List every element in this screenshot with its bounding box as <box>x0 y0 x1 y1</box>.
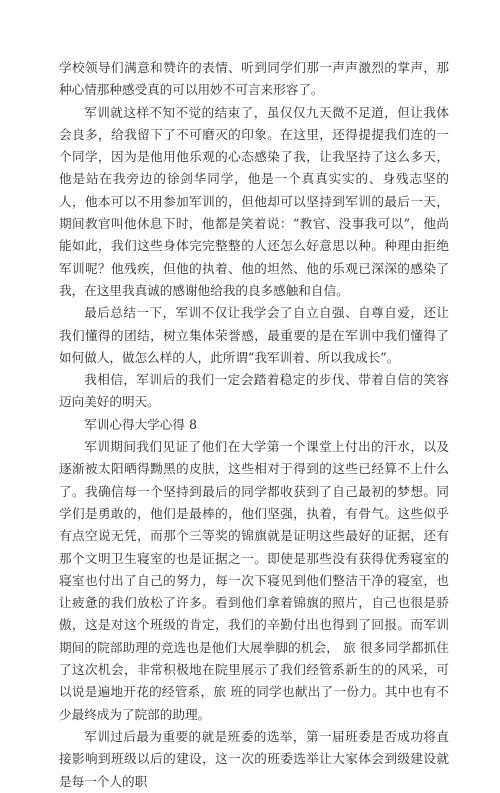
paragraph: 最后总结一下，军训不仅让我学会了自立自强、自尊自爱，还让我们懂得的团结，树立集体荣誉感，最重要的是在军训中我们懂得了如何做人，做怎么样的人，此所谓“我军训着、所以我成长”。 <box>59 305 449 365</box>
paragraph: 学校领导们满意和赞许的表情、听到同学们那一声声激烈的掌声，那种心情那种感受真的可以用妙不可言来形容了。 <box>59 60 449 98</box>
paragraph: 我相信，军训后的我们一定会踏着稳定的步伐、带着自信的笑容迈向美好的明天。 <box>59 372 449 410</box>
section-heading: 军训心得大学心得 8 <box>84 416 197 432</box>
paragraph: 军训就这样不知不觉的结束了，虽仅仅九天微不足道，但让我体会良多，给我留下了不可磨灭的印象。在这里，还得提提我们连的一个同学，因为是他用他乐观的心态感染了我，让我坚持了这么多天，他是站在我旁边的徐剑华同学，他是一个真真实实的、身残志坚的人，他本可以不用参加军训的，但他却可以坚持到军训的最后一天，期间教官叫他休息下时，他都是笑着说：“教官、没事我可以”，他尚能如此，我们这些身体完完整整的人还怎么好意思以种。种理由拒绝军训呢？他残疾，但他的执着、他的坦然、他的乐观已深深的感染了我，在这里我真诚的感谢他给我的良多感触和自信。 <box>59 104 449 298</box>
paragraph: 军训期间我们见证了他们在大学第一个课堂上付出的汗水，以及逐渐被太阳晒得黝黑的皮肤，这些相对于得到的这些已经算不上什么了。我确信每一个坚持到最后的同学都收获到了自己最初的梦想。同学们是勇敢的，他们是最棒的，他们坚强，执着，有骨气。这些似乎有点空说无凭，而那个三等奖的锦旗就是证明这些最好的证据，还有那个文明卫生寝室的也是证据之一。即使是那些没有获得优秀寝室的寝室也付出了自己的努力，每一次下寝见到他们整洁干净的寝室，也让疲惫的我们放松了许多。看到他们拿着锦旗的照片，自己也很是骄傲，这是对这个班级的肯定，我们的辛勤付出也得到了回报。而军训期间的院部助理的竞选也是他们大展拳脚的机会， 旅 很多同学都抓住了这次机会，非常积极地在院里展示了我们经管系新生的的风采，可以说是遍地开花的经管系，旅 班的同学也献出了一份力。其中也有不少最终成为了院部的助理。 <box>59 439 449 722</box>
document-body <box>59 57 449 793</box>
paragraph: 军训过后最为重要的就是班委的选举，第一届班委是否成功将直接影响到班级以后的建设，这一次的班委选举让大家体会到级建设就是每一个人的职 <box>59 728 449 789</box>
